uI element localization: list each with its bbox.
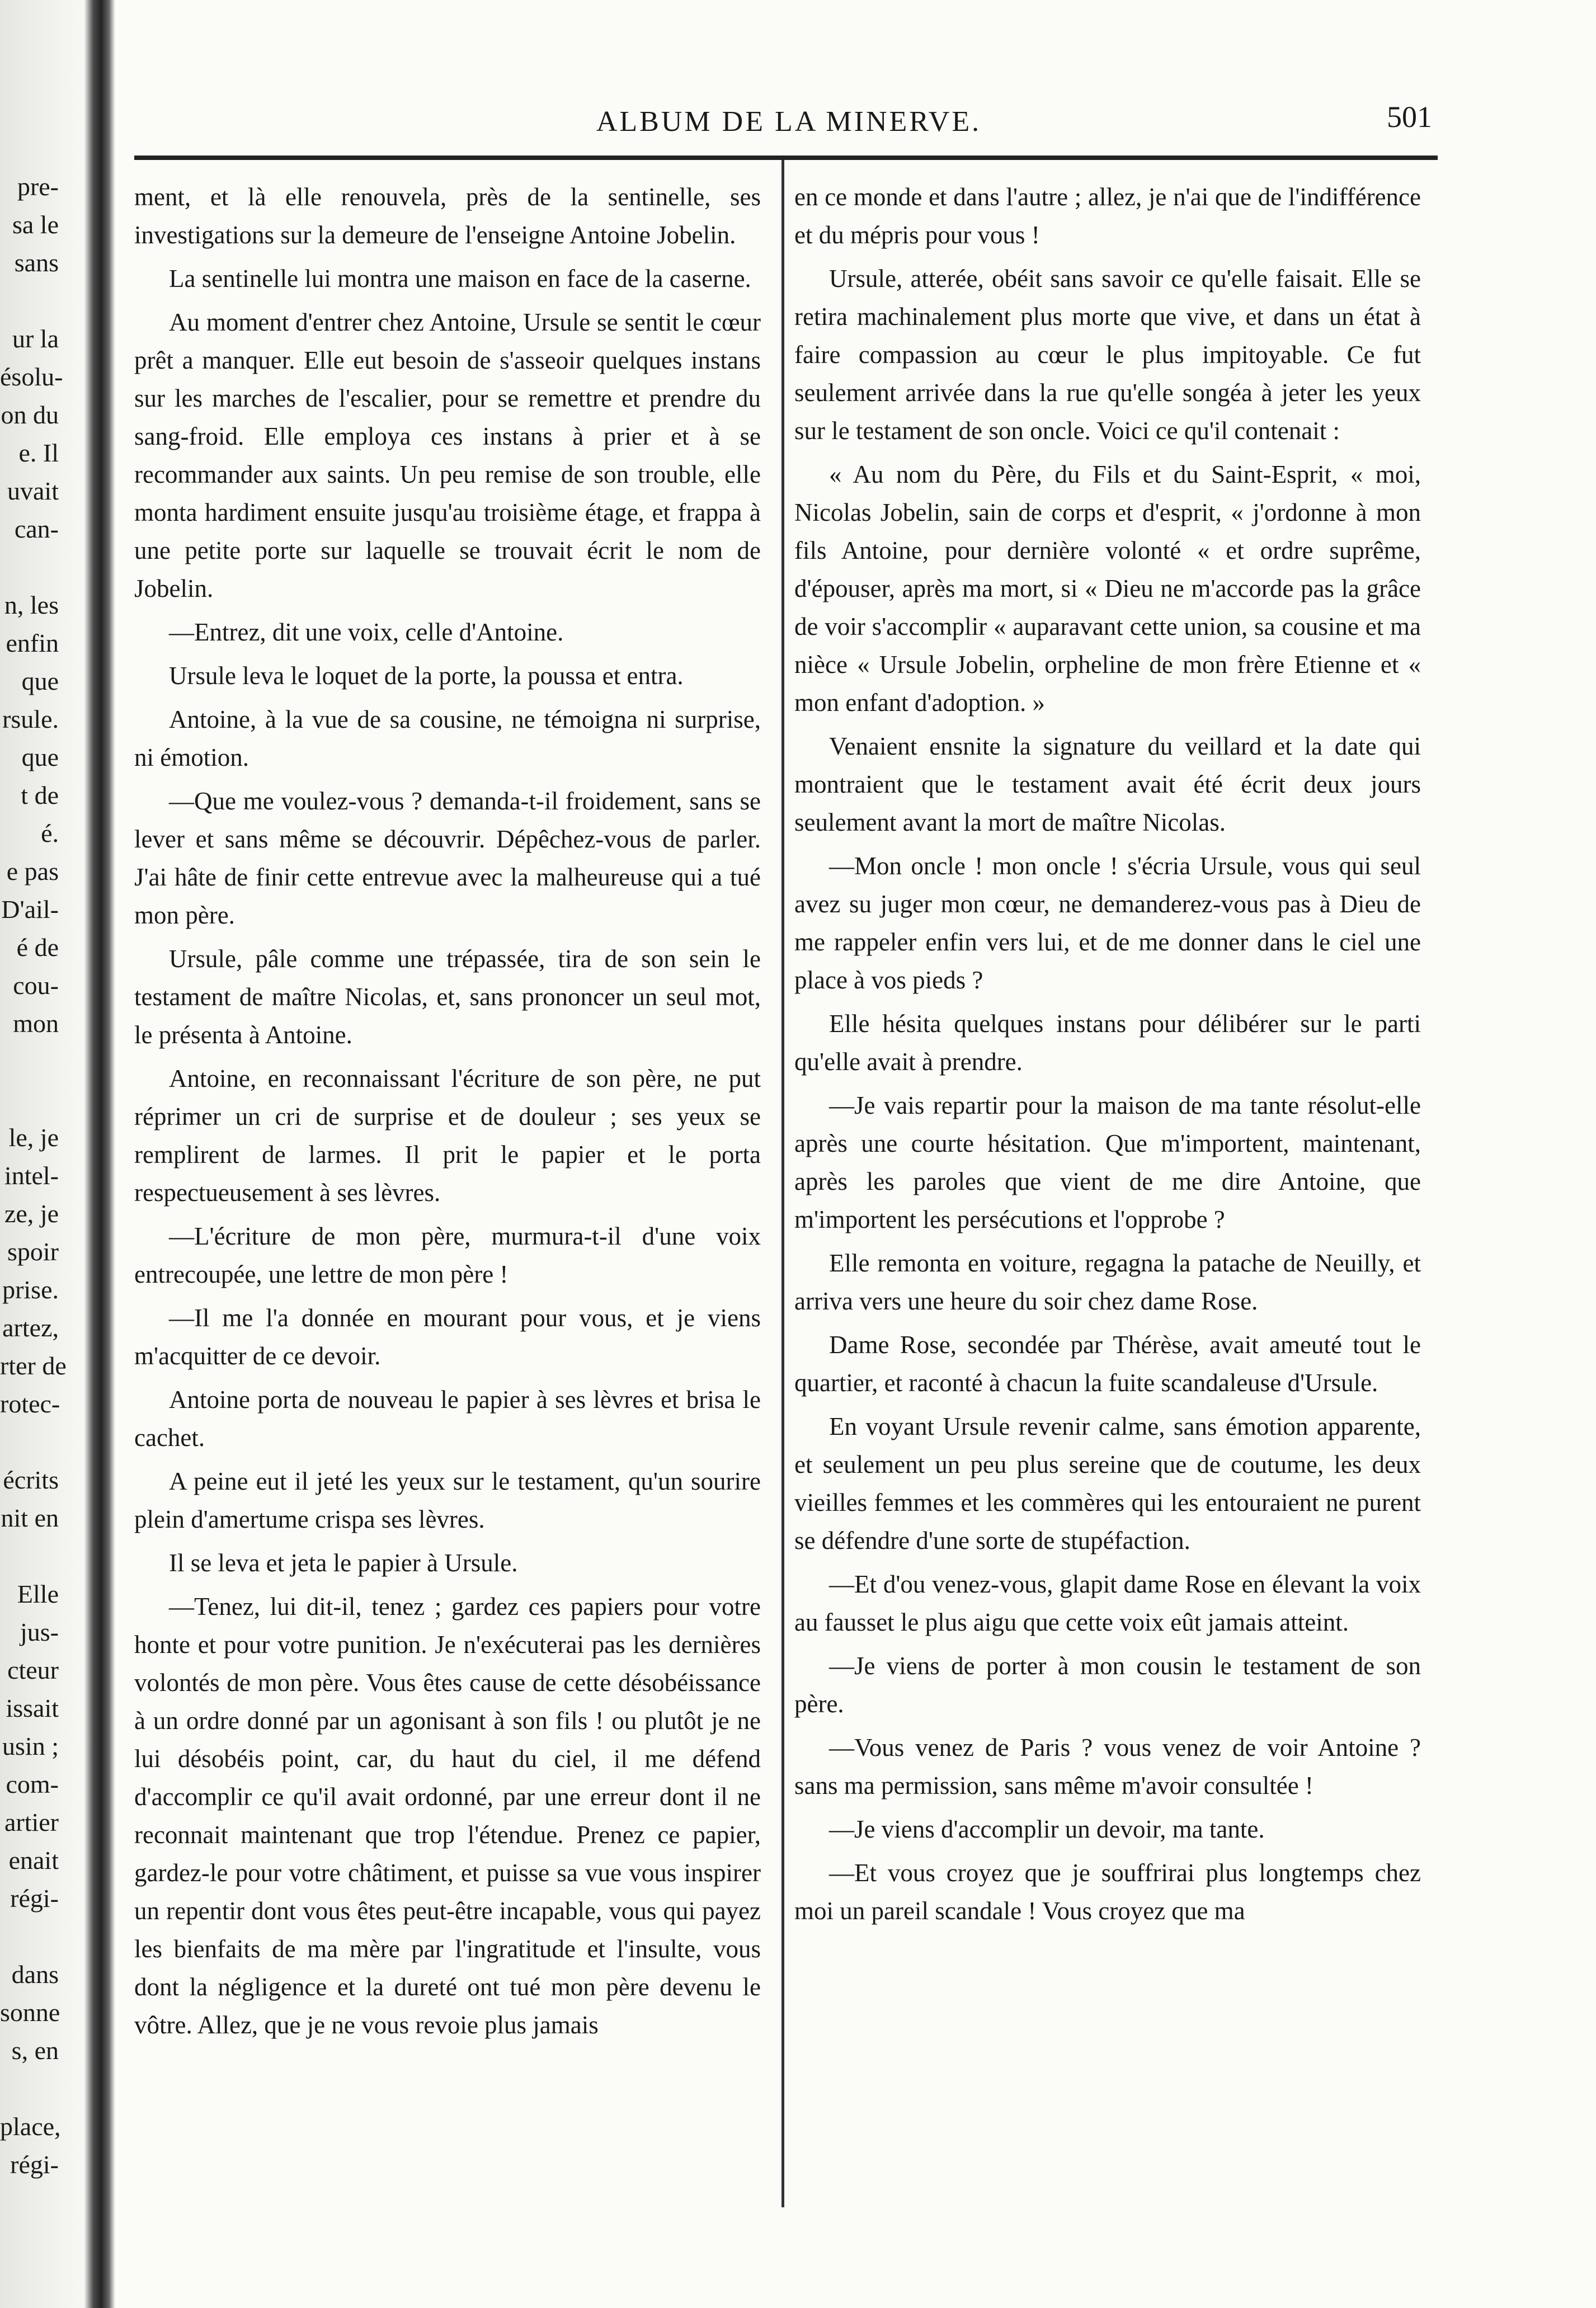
edge-fragment: régi- xyxy=(10,1884,59,1913)
edge-fragment: que xyxy=(21,743,59,771)
edge-fragment: Elle xyxy=(17,1580,59,1608)
edge-fragment: e pas xyxy=(6,857,59,885)
edge-fragment: uvait xyxy=(7,477,59,505)
paragraph: Au moment d'entrer chez Antoine, Ursule se sentit le cœur prêt a manquer. Elle eut besoin de s'asseoir quelques instans sur les marches de l'escalier, pour se remettre et prendre du sang-froid. Elle employa ces instans à prier et à se recommander aux saints. Un peu remise de son trouble, elle monta hardiment ensuite jusqu'au troisième étage, et frappa à une petite porte sur laquelle se trouvait écrit le nom de Jobelin. xyxy=(134,308,761,602)
paragraph: —Vous venez de Paris ? vous venez de voir Antoine ? sans ma permission, sans même m'avoir consultée ! xyxy=(794,1734,1421,1800)
paragraph: La sentinelle lui montra une maison en face de la caserne. xyxy=(169,265,751,293)
book-binding-shadow xyxy=(84,0,115,2308)
edge-fragment: cou- xyxy=(13,971,59,1000)
paragraph: Antoine, à la vue de sa cousine, ne témoigna ni surprise, ni émotion. xyxy=(134,705,761,771)
paragraph: —L'écriture de mon père, murmura-t-il d'une voix entrecoupée, une lettre de mon père ! xyxy=(134,1222,761,1288)
edge-fragment: régi- xyxy=(10,2150,59,2179)
edge-fragment: jus- xyxy=(20,1618,59,1646)
edge-fragment: e. Il xyxy=(18,439,59,467)
edge-fragment: rotec- xyxy=(0,1389,60,1418)
edge-fragment: artez, xyxy=(2,1313,59,1342)
edge-fragment: que xyxy=(21,667,59,695)
running-header xyxy=(134,95,1443,145)
paragraph: —Tenez, lui dit-il, tenez ; gardez ces papiers pour votre honte et pour votre punition. Je n'exécuterai pas les dernières volontés de mon père. Vous êtes cause de cette désobéissance à un ordre donné par un agonisant à son fils ! ou plutôt je ne lui désobéis point, car, du haut du ciel, il me défend d'accomplir ce qu'il avait ordonné, par une erreur dont il ne reconnait maintenant que trop l'étendue. Prenez ce papier, gardez-le pour votre châtiment, et puisse sa vue vous inspirer un repentir dont vous êtes peut-être incapable, vous qui payez les bienfaits de ma mère par l'ingratitude et l'insulte, vous dont la négligence et la dureté ont tué mon père devenu le vôtre. Allez, que je ne vous revoie plus jamais xyxy=(134,1593,761,2039)
paragraph: « Au nom du Père, du Fils et du Saint-Esprit, « moi, Nicolas Jobelin, sain de corps et d'esprit, « j'ordonne à mon fils Antoine, pour dernière volonté « et ordre suprême, d'épouser, après ma mort, si « Dieu ne m'accorde pas la grâce de voir s'accomplir « auparavant cette union, sa cousine et ma nièce « Ursule Jobelin, orpheline de mon frère Etienne et « mon enfant d'adoption. » xyxy=(794,460,1421,717)
edge-fragment: le, je xyxy=(8,1123,59,1152)
edge-fragment xyxy=(0,1043,59,1081)
paragraph: Elle remonta en voiture, regagna la patache de Neuilly, et arriva vers une heure du soir chez dame Rose. xyxy=(794,1249,1421,1315)
header-rule xyxy=(134,156,1438,160)
adjacent-page-edge-text xyxy=(0,168,67,2182)
paragraph: —Il me l'a donnée en mourant pour vous, et je viens m'acquitter de ce devoir. xyxy=(134,1304,761,1370)
paragraph: —Je viens de porter à mon cousin le testament de son père. xyxy=(794,1652,1421,1718)
edge-fragment: é de xyxy=(16,933,59,962)
edge-fragment: ur la xyxy=(12,324,59,353)
journal-title: ALBUM DE LA MINERVE. xyxy=(596,106,982,138)
edge-fragment xyxy=(0,2070,59,2108)
edge-fragment: pre- xyxy=(17,172,59,201)
paragraph: En voyant Ursule revenir calme, sans émotion apparente, et seulement un peu plus sereine que de coutume, les deux vieilles femmes et les commères qui les entouraient ne purent se défendre d'une sorte de stupéfaction. xyxy=(794,1412,1421,1555)
edge-fragment: place, xyxy=(0,2112,61,2141)
paragraph: A peine eut il jeté les yeux sur le testament, qu'un sourire plein d'amertume crispa ses lèvres. xyxy=(134,1467,761,1533)
paragraph: Ursule, pâle comme une trépassée, tira de son sein le testament de maître Nicolas, et, sans prononcer un seul mot, le présenta à Antoine. xyxy=(134,945,761,1049)
edge-fragment: sonne xyxy=(0,1998,60,2027)
edge-fragment xyxy=(0,1537,59,1575)
paragraph: —Que me voulez-vous ? demanda-t-il froidement, sans se lever et sans même se découvrir. Dépêchez-vous de parler. J'ai hâte de finir cette entrevue avec la malheureuse qui a tué mon père. xyxy=(134,787,761,929)
edge-fragment: s, en xyxy=(11,2036,59,2065)
paragraph: Ursule, atterée, obéit sans savoir ce qu'elle faisait. Elle se retira machinalement plus morte que vive, et dans un état à faire compassion au cœur le plus impitoyable. Ce fut seulement arrivée dans la rue qu'elle songéa à jeter les yeux sur le testament de son oncle. Voici ce qu'il contenait : xyxy=(794,265,1421,445)
paragraph: —Je vais repartir pour la maison de ma tante résolut-elle après une courte hésitation. Que m'importent, maintenant, après les paroles que vient de me dire Antoine, que m'importent les persécutions et l'opprobe ? xyxy=(794,1091,1421,1233)
edge-fragment: enfin xyxy=(6,629,59,657)
left-column xyxy=(134,178,761,2214)
paragraph: —Et vous croyez que je souffrirai plus longtemps chez moi un pareil scandale ! Vous croyez que ma xyxy=(794,1859,1421,1925)
edge-fragment xyxy=(0,282,59,320)
edge-fragment xyxy=(0,548,59,586)
edge-fragment: é. xyxy=(41,819,59,847)
edge-fragment: dans xyxy=(11,1960,59,1989)
edge-fragment xyxy=(0,1918,59,1956)
edge-fragment: prise. xyxy=(2,1275,59,1304)
edge-fragment: on du xyxy=(1,401,59,429)
paragraph: en ce monde et dans l'autre ; allez, je n'ai que de l'indifférence et du mépris pour vous ! xyxy=(794,183,1421,249)
edge-fragment: artier xyxy=(4,1808,59,1836)
paragraph: —Entrez, dit une voix, celle d'Antoine. xyxy=(169,618,564,646)
edge-fragment: nit en xyxy=(1,1504,59,1532)
paragraph: Antoine porta de nouveau le papier à ses lèvres et brisa le cachet. xyxy=(134,1386,761,1452)
paragraph: Antoine, en reconnaissant l'écriture de son père, ne put réprimer un cri de surprise et de douleur ; ses yeux se remplirent de larmes. Il prit le papier et le porta respectueusement à ses lèvres. xyxy=(134,1064,761,1207)
paragraph: Elle hésita quelques instans pour délibérer sur le parti qu'elle avait à prendre. xyxy=(794,1010,1421,1076)
paragraph: Ursule leva le loquet de la porte, la poussa et entra. xyxy=(169,662,684,690)
edge-fragment: sa le xyxy=(12,210,59,239)
paragraph: Il se leva et jeta le papier à Ursule. xyxy=(169,1549,518,1577)
edge-fragment: t de xyxy=(21,781,59,809)
edge-fragment: n, les xyxy=(4,591,59,619)
edge-fragment: ze, je xyxy=(4,1199,59,1228)
edge-fragment: issait xyxy=(6,1694,59,1722)
edge-fragment: com- xyxy=(6,1770,59,1798)
edge-fragment: rsule. xyxy=(2,705,59,733)
edge-fragment: spoir xyxy=(7,1237,59,1266)
edge-fragment: intel- xyxy=(4,1161,59,1190)
paragraph: —Je viens d'accomplir un devoir, ma tante. xyxy=(829,1815,1265,1843)
edge-fragment: écrits xyxy=(3,1466,59,1494)
paragraph: Dame Rose, secondée par Thérèse, avait ameuté tout le quartier, et raconté à chacun la fuite scandaleuse d'Ursule. xyxy=(794,1331,1421,1397)
edge-fragment: ésolu- xyxy=(0,362,63,391)
edge-fragment: can- xyxy=(14,515,59,543)
paragraph: Venaient ensnite la signature du veillard et la date qui montraient que le testament avait été écrit deux jours seulement avant la mort de maître Nicolas. xyxy=(794,732,1421,836)
paragraph: —Et d'ou venez-vous, glapit dame Rose en élevant la voix au fausset le plus aigu que cette voix eût jamais atteint. xyxy=(794,1570,1421,1636)
paragraph: —Mon oncle ! mon oncle ! s'écria Ursule, vous qui seul avez su juger mon cœur, ne demanderez-vous pas à Dieu de me rappeler enfin vers lui, et de me donner dans le ciel une place à vos pieds ? xyxy=(794,852,1421,994)
column-divider xyxy=(781,160,784,2207)
edge-fragment: cteur xyxy=(7,1656,59,1684)
edge-fragment: mon xyxy=(13,1009,59,1038)
edge-fragment: enait xyxy=(8,1846,59,1874)
edge-fragment xyxy=(0,1423,59,1461)
edge-fragment: sans xyxy=(14,248,59,277)
page-number: 501 xyxy=(1387,100,1432,134)
paragraph: ment, et là elle renouvela, près de la sentinelle, ses investigations sur la demeure de l'enseigne Antoine Jobelin. xyxy=(134,183,761,249)
right-column xyxy=(794,178,1421,2214)
edge-fragment: D'ail- xyxy=(1,895,59,924)
edge-fragment: usin ; xyxy=(2,1732,59,1760)
edge-fragment: rter de xyxy=(0,1351,67,1380)
edge-fragment xyxy=(0,1081,59,1119)
